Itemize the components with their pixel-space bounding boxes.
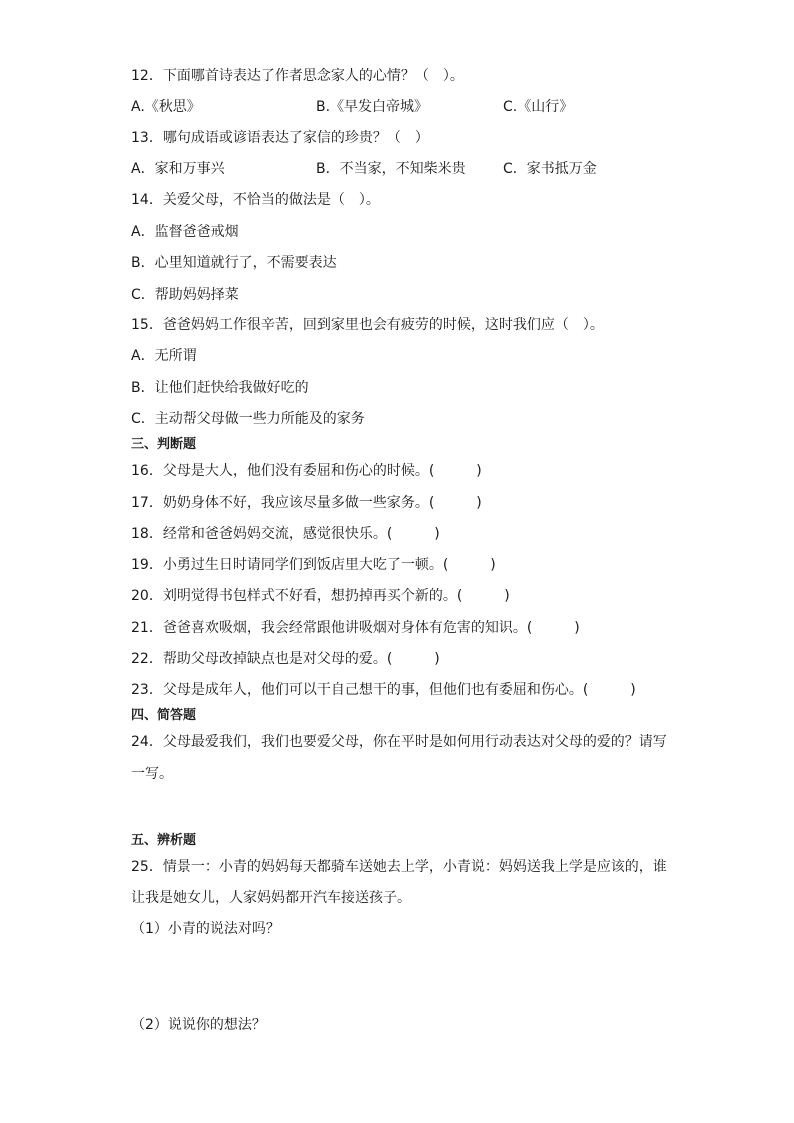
q25-sub-1: （1）小青的说法对吗？ <box>131 921 280 937</box>
q12-stem: 12．下面哪首诗表达了作者思念家人的心情？（ ）。 <box>131 68 464 84</box>
q25-line-2: 让我是她女儿，人家妈妈都开汽车接送孩子。 <box>131 890 411 906</box>
q15-stem: 15．爸爸妈妈工作很辛苦，回到家里也会有疲劳的时候，这时我们应（ ）。 <box>131 317 604 333</box>
q13-option-c: C．家书抵万金 <box>503 161 597 177</box>
q25-line-1: 25．情景一：小青的妈妈每天都骑车送她去上学，小青说：妈妈送我上学是应该的，谁 <box>131 859 667 875</box>
q24-line-1: 24．父母最爱我们，我们也要爱父母，你在平时是如何用行动表达对父母的爱的？请写 <box>131 734 667 750</box>
section-5-title: 五、辨析题 <box>131 833 197 848</box>
q21: 21．爸爸喜欢吸烟，我会经常跟他讲吸烟对身体有危害的知识。( ) <box>131 620 580 636</box>
q20: 20．刘明觉得书包样式不好看，想扔掉再买个新的。( ) <box>131 588 510 604</box>
q14-stem: 14．关爱父母，不恰当的做法是（ ）。 <box>131 192 380 208</box>
q12-option-c: C.《山行》 <box>503 99 574 115</box>
q15-option-a: A．无所谓 <box>131 348 197 364</box>
q17: 17．奶奶身体不好，我应该尽量多做一些家务。( ) <box>131 495 482 511</box>
q14-option-c: C．帮助妈妈择菜 <box>131 287 239 303</box>
q16: 16．父母是大人，他们没有委屈和伤心的时候。( ) <box>131 463 482 479</box>
q24-line-2: 一写。 <box>131 766 173 782</box>
section-3-title: 三、判断题 <box>131 437 197 452</box>
q14-option-a: A．监督爸爸戒烟 <box>131 224 239 240</box>
q22: 22．帮助父母改掉缺点也是对父母的爱。( ) <box>131 651 440 667</box>
q13-option-b: B．不当家，不知柴米贵 <box>316 161 466 177</box>
q19: 19．小勇过生日时请同学们到饭店里大吃了一顿。( ) <box>131 557 496 573</box>
q25-sub-2: （2）说说你的想法？ <box>131 1017 266 1033</box>
q23: 23．父母是成年人，他们可以干自己想干的事，但他们也有委屈和伤心。( ) <box>131 682 636 698</box>
section-4-title: 四、简答题 <box>131 708 197 723</box>
q15-option-c: C．主动帮父母做一些力所能及的家务 <box>131 411 365 427</box>
q13-stem: 13．哪句成语或谚语表达了家信的珍贵？（ ） <box>131 130 429 146</box>
q13-option-a: A．家和万事兴 <box>131 161 225 177</box>
q12-option-b: B.《早发白帝城》 <box>316 99 429 115</box>
q14-option-b: B．心里知道就行了，不需要表达 <box>131 255 337 271</box>
q12-option-a: A.《秋思》 <box>131 99 201 115</box>
q15-option-b: B．让他们赶快给我做好吃的 <box>131 380 309 396</box>
q18: 18．经常和爸爸妈妈交流，感觉很快乐。( ) <box>131 526 440 542</box>
